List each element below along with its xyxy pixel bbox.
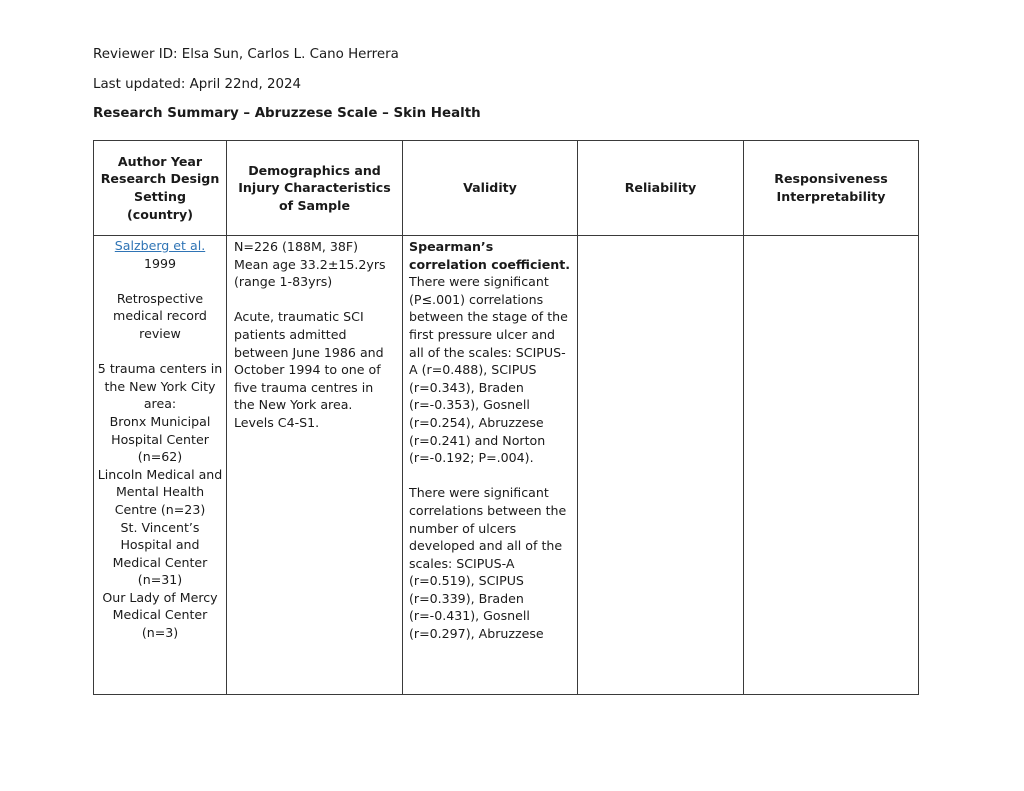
author-cell [94,236,227,695]
mean-age: Mean age 33.2±15.2yrs (range 1-83yrs) [234,256,386,290]
author-link[interactable]: Salzberg et al. [114,238,206,253]
demographics-cell [227,236,403,695]
site-item: Our Lady of Mercy Medical Center (n=3) [102,589,218,641]
research-summary-table [93,140,919,695]
validity-heading: Spearman’s correlation coefficient. [409,239,571,272]
validity-paragraph: There were significant correlations between the number of ulcers developed and all of the scales: SCIPUS-A (r=0.519), SCIPUS (r=0.339), Braden (r=-0.431), Gosnell (r=0.297), Abruzzese [409,485,567,642]
header-author-design: Author Year Research Design Setting (country) [94,141,227,236]
injury-characteristics: Acute, traumatic SCI patients admitted between June 1986 and October 1994 to one of five trauma centres in the New York area. Levels C4-S1. [234,309,384,430]
header-validity: Validity [403,141,578,236]
last-updated: Last updated: April 22nd, 2024 [93,77,302,92]
setting-intro: 5 trauma centers in the New York City area: [97,361,223,412]
validity-cell [403,236,578,695]
study-year: 1999 [143,255,177,271]
site-item: Bronx Municipal Hospital Center (n=62) [109,413,211,465]
reviewer-id: Reviewer ID: Elsa Sun, Carlos L. Cano Herrera [93,47,399,62]
sample-size: N=226 (188M, 38F) [234,239,359,254]
header-reliability: Reliability [578,141,744,236]
reliability-cell [578,236,744,695]
validity-paragraph: There were significant (P≤.001) correlations between the stage of the first pressure ulcer and all of the scales: SCIPUS-A (r=0.488), SCIPUS (r=0.343), Braden (r=-0.353), Gosnell (r=0.254), Abruzzese (r=0.241) and Norton (r=-0.192; P=.004). [409,274,568,466]
site-item: St. Vincent’s Hospital and Medical Center (n=31) [112,519,208,588]
site-item: Lincoln Medical and Mental Health Centre (n=23) [97,466,223,517]
header-responsiveness: Responsiveness Interpretability [744,141,919,236]
table-row [94,236,919,695]
research-design: Retrospective medical record review [113,290,207,341]
header-demographics: Demographics and Injury Characteristics of Sample [227,141,403,236]
document-title: Research Summary – Abruzzese Scale – Skin Health [93,106,481,121]
table-header-row [94,141,919,236]
responsiveness-cell [744,236,919,695]
